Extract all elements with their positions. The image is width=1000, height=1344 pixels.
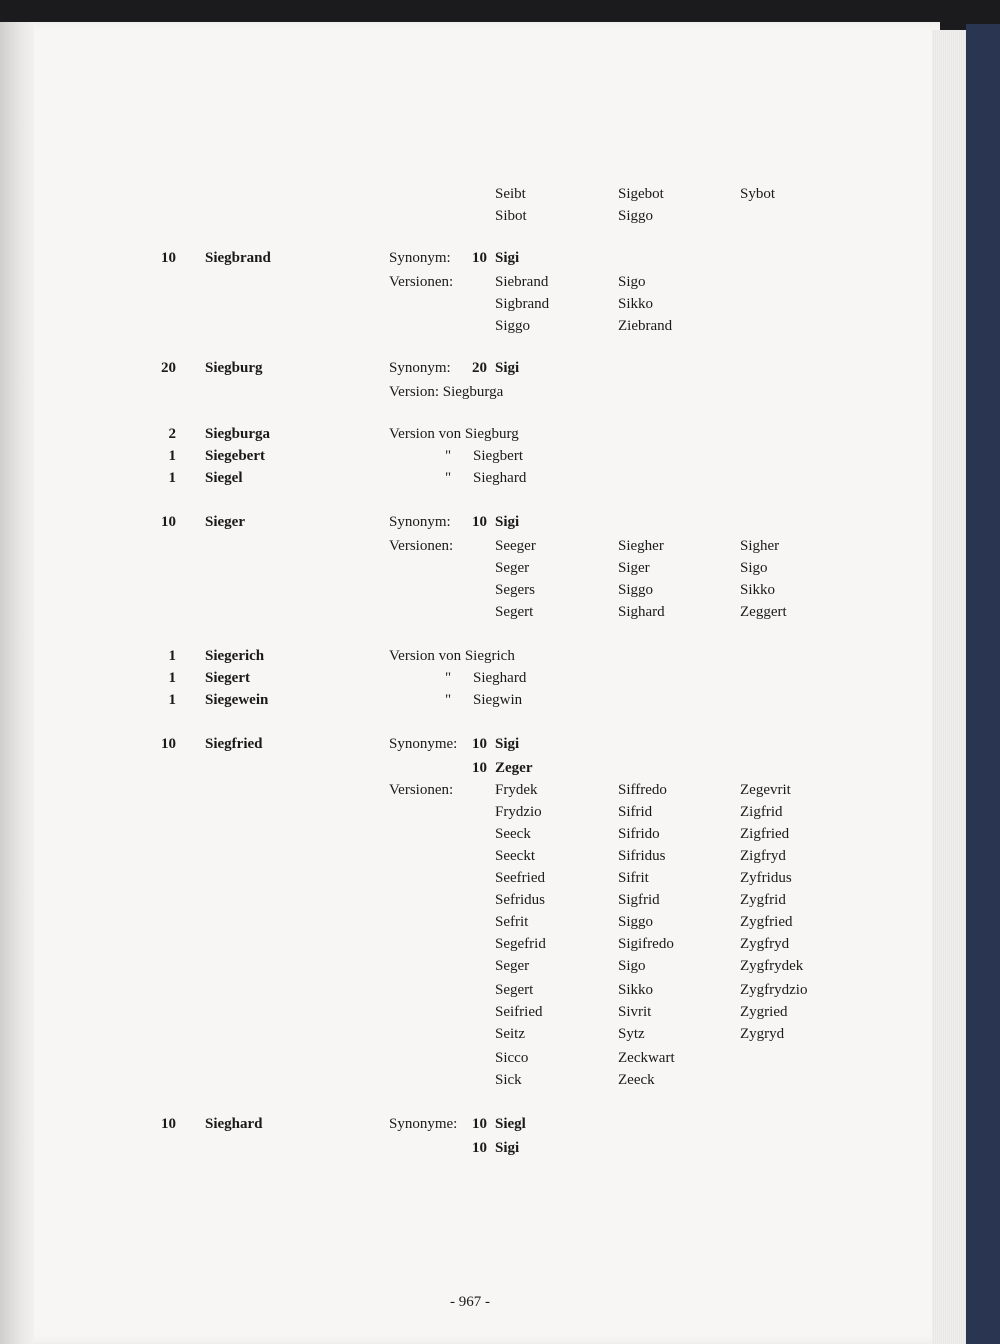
ditto-mark: "	[445, 448, 452, 464]
synonym-value: 10	[472, 736, 487, 752]
synonym-value: 10	[472, 760, 487, 776]
name-variant: Siggo	[495, 318, 531, 334]
name-variant: Zygfrydek	[740, 958, 804, 974]
name-variant: Segert	[495, 982, 534, 998]
name-variant: Siger	[618, 560, 650, 576]
entry-count: 20	[161, 360, 176, 376]
name-variant: Sibot	[495, 208, 527, 224]
entry-label: Version von Siegrich	[389, 648, 515, 664]
name-variant: Sigo	[740, 560, 768, 576]
page-number: - 967 -	[450, 1294, 490, 1310]
name-variant: Zeeck	[618, 1072, 655, 1088]
name-variant: Sigebot	[618, 186, 664, 202]
name-variant: Zigfried	[740, 826, 790, 842]
entry-name: Siegbrand	[205, 250, 271, 266]
name-variant: Seibt	[495, 186, 526, 202]
name-variant: Zeggert	[740, 604, 787, 620]
name-variant: Seitz	[495, 1026, 525, 1042]
synonym-value: 10	[472, 1116, 487, 1132]
name-variant: Zigfrid	[740, 804, 783, 820]
entry-label: Versionen:	[389, 538, 454, 554]
entry-count: 2	[168, 426, 176, 442]
entry-label: Versionen:	[389, 274, 454, 290]
entry-name: Siegel	[205, 470, 243, 486]
name-variant: Sybot	[740, 186, 776, 202]
name-variant: Sefridus	[495, 892, 545, 908]
entry-name: Siegburga	[205, 426, 271, 442]
name-variant: Seeckt	[495, 848, 535, 864]
name-variant: Sefrit	[495, 914, 529, 930]
entry-name: Sieger	[205, 514, 245, 530]
book-cover-edge	[966, 24, 1000, 1344]
entry-label: Version von Siegburg	[389, 426, 519, 442]
ditto-mark: "	[445, 470, 452, 486]
name-variant: Sigi	[495, 1140, 520, 1156]
name-variant: Siggo	[618, 914, 654, 930]
entry-name: Siegfried	[205, 736, 263, 752]
name-variant: Siegl	[495, 1116, 526, 1132]
name-variant: Sikko	[740, 582, 776, 598]
name-variant: Siffredo	[618, 782, 667, 798]
name-variant: Sifrit	[618, 870, 649, 886]
name-variant: Segefrid	[495, 936, 546, 952]
entry-label: Synonyme:	[389, 736, 458, 752]
entry-count: 1	[168, 470, 176, 486]
name-variant: Sighard	[618, 604, 665, 620]
name-variant: Sick	[495, 1072, 522, 1088]
entry-label: Versionen:	[389, 782, 454, 798]
name-variant: Sigi	[495, 736, 520, 752]
name-variant: Zyfridus	[740, 870, 792, 886]
name-variant: Seger	[495, 958, 530, 974]
name-variant: Sigher	[740, 538, 780, 554]
name-variant: Zygfried	[740, 914, 793, 930]
name-variant: Sytz	[618, 1026, 645, 1042]
version-target: Siegbert	[473, 448, 523, 464]
book-page	[0, 22, 940, 1344]
entry-count: 10	[161, 1116, 176, 1132]
name-variant: Ziebrand	[618, 318, 673, 334]
name-variant: Seger	[495, 560, 530, 576]
name-variant: Sikko	[618, 982, 654, 998]
version-target: Siegwin	[473, 692, 523, 708]
name-variant: Sifrido	[618, 826, 660, 842]
name-variant: Zygried	[740, 1004, 788, 1020]
book-spine	[0, 22, 34, 1344]
version-target: Sieghard	[473, 470, 527, 486]
synonym-value: 10	[472, 514, 487, 530]
version-target: Sieghard	[473, 670, 527, 686]
entry-name: Siegebert	[205, 448, 265, 464]
name-variant: Seeger	[495, 538, 536, 554]
entry-label: Synonyme:	[389, 1116, 458, 1132]
entry-count: 1	[168, 448, 176, 464]
name-variant: Sigo	[618, 274, 646, 290]
name-variant: Siggo	[618, 582, 654, 598]
name-variant: Seeck	[495, 826, 531, 842]
name-variant: Sigifredo	[618, 936, 674, 952]
name-variant: Siggo	[618, 208, 654, 224]
entry-label: Synonym:	[389, 514, 451, 530]
name-variant: Seefried	[495, 870, 545, 886]
name-variant: Segers	[495, 582, 535, 598]
name-variant: Sikko	[618, 296, 654, 312]
name-variant: Sigfrid	[618, 892, 660, 908]
name-variant: Seifried	[495, 1004, 543, 1020]
name-variant: Zygfryd	[740, 936, 790, 952]
name-variant: Sifrid	[618, 804, 653, 820]
name-variant: Sigi	[495, 360, 520, 376]
entry-count: 1	[168, 648, 176, 664]
name-variant: Zygfrid	[740, 892, 786, 908]
name-variant: Zygryd	[740, 1026, 785, 1042]
name-variant: Segert	[495, 604, 534, 620]
synonym-value: 10	[472, 1140, 487, 1156]
ditto-mark: "	[445, 692, 452, 708]
name-variant: Sifridus	[618, 848, 666, 864]
name-variant: Frydek	[495, 782, 538, 798]
entry-name: Siegerich	[205, 648, 265, 664]
entry-count: 10	[161, 514, 176, 530]
synonym-value: 10	[472, 250, 487, 266]
entry-name: Sieghard	[205, 1116, 263, 1132]
entry-name: Siegewein	[205, 692, 269, 708]
name-variant: Siegher	[618, 538, 664, 554]
entry-count: 10	[161, 736, 176, 752]
ditto-mark: "	[445, 670, 452, 686]
entry-label: Version: Siegburga	[389, 384, 504, 400]
name-variant: Sigo	[618, 958, 646, 974]
name-variant: Zeckwart	[618, 1050, 675, 1066]
entry-label: Synonym:	[389, 360, 451, 376]
name-variant: Siebrand	[495, 274, 549, 290]
name-variant: Zigfryd	[740, 848, 786, 864]
entry-count: 1	[168, 692, 176, 708]
name-variant: Zeger	[495, 760, 533, 776]
synonym-value: 20	[472, 360, 487, 376]
name-variant: Sicco	[495, 1050, 529, 1066]
entry-count: 10	[161, 250, 176, 266]
name-variant: Zygfrydzio	[740, 982, 808, 998]
name-variant: Sivrit	[618, 1004, 652, 1020]
name-variant: Sigi	[495, 250, 520, 266]
name-variant: Frydzio	[495, 804, 542, 820]
name-variant: Sigbrand	[495, 296, 550, 312]
name-variant: Zegevrit	[740, 782, 791, 798]
entry-name: Siegert	[205, 670, 250, 686]
entry-count: 1	[168, 670, 176, 686]
entry-label: Synonym:	[389, 250, 451, 266]
name-variant: Sigi	[495, 514, 520, 530]
entry-name: Siegburg	[205, 360, 263, 376]
